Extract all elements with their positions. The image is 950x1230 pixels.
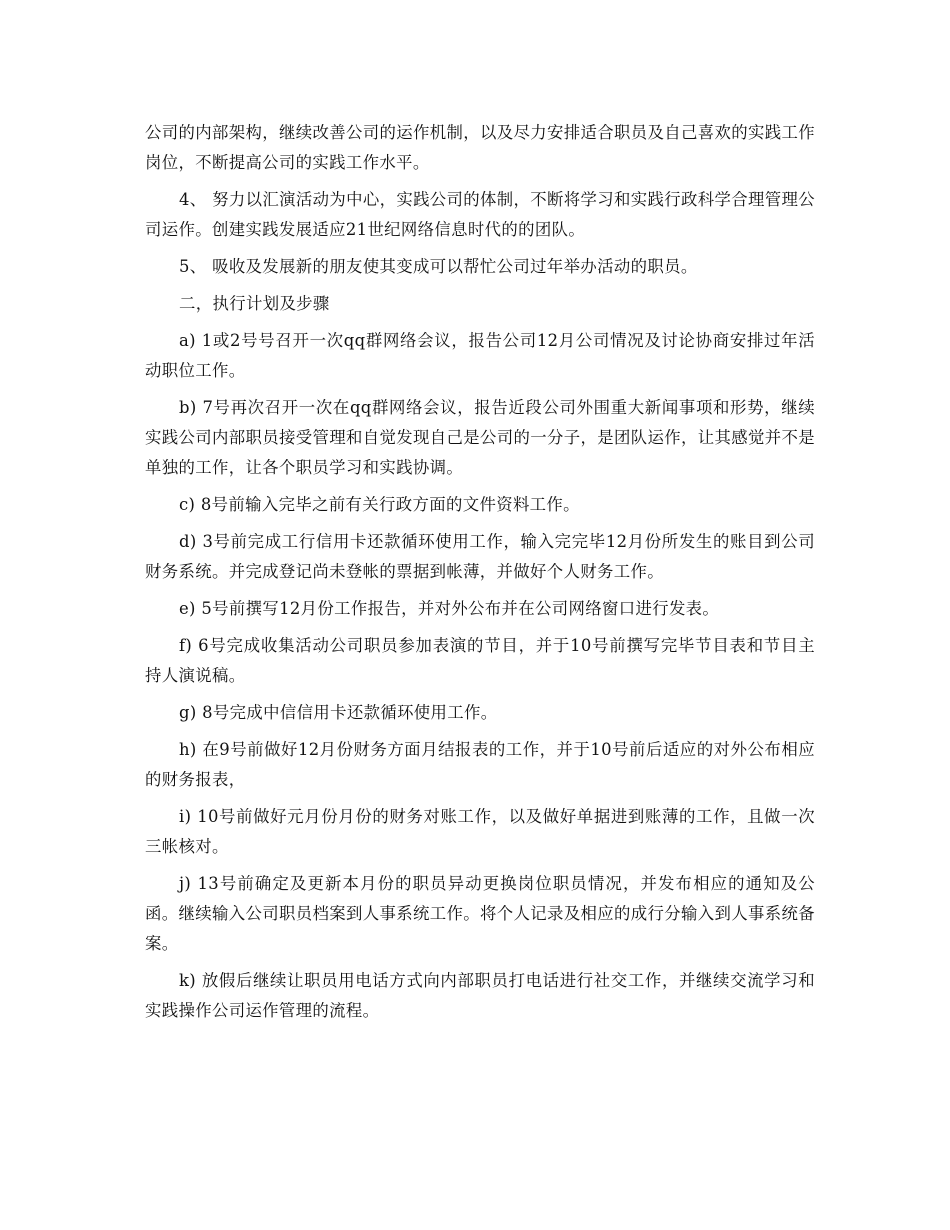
step-i: i) 10号前做好元月份月份的财务对账工作，以及做好单据进到账薄的工作，且做一次三帐核对。 bbox=[145, 807, 815, 856]
step-d: d) 3号前完成工行信用卡还款循环使用工作，输入完完毕12月份所发生的账目到公司财务系统。并完成登记尚未登帐的票据到帐薄，并做好个人财务工作。 bbox=[145, 532, 815, 581]
step-f: f) 6号完成收集活动公司职员参加表演的节目，并于10号前撰写完毕节目表和节目主持人演说稿。 bbox=[145, 636, 815, 685]
document-body bbox=[145, 118, 815, 1026]
paragraph-item-4: 4、 努力以汇演活动为中心，实践公司的体制，不断将学习和实践行政科学合理管理公司运作。创建实践发展适应21世纪网络信息时代的的团队。 bbox=[145, 190, 815, 239]
step-a: a) 1或2号号召开一次qq群网络会议，报告公司12月公司情况及讨论协商安排过年活动职位工作。 bbox=[145, 331, 815, 380]
step-c: c) 8号前输入完毕之前有关行政方面的文件资料工作。 bbox=[179, 495, 580, 514]
step-h: h) 在9号前做好12月份财务方面月结报表的工作，并于10号前后适应的对外公布相应的财务报表， bbox=[145, 740, 815, 789]
section-heading: 二，执行计划及步骤 bbox=[179, 294, 330, 313]
step-k: k) 放假后继续让职员用电话方式向内部职员打电话进行社交工作，并继续交流学习和实践操作公司运作管理的流程。 bbox=[145, 971, 815, 1020]
paragraph-item-5: 5、 吸收及发展新的朋友使其变成可以帮忙公司过年举办活动的职员。 bbox=[179, 257, 698, 276]
step-j: j) 13号前确定及更新本月份的职员异动更换岗位职员情况，并发布相应的通知及公函。继续输入公司职员档案到人事系统工作。将个人记录及相应的成行分输入到人事系统备案。 bbox=[145, 874, 815, 953]
step-e: e) 5号前撰写12月份工作报告，并对外公布并在公司网络窗口进行发表。 bbox=[179, 599, 720, 618]
step-g: g) 8号完成中信信用卡还款循环使用工作。 bbox=[179, 703, 498, 722]
step-b: b) 7号再次召开一次在qq群网络会议，报告近段公司外围重大新闻事项和形势，继续实践公司内部职员接受管理和自觉发现自己是公司的一分子，是团队运作，让其感觉并不是单独的工作，让各个职员学习和实践协调。 bbox=[145, 398, 815, 477]
paragraph-continuation: 公司的内部架构，继续改善公司的运作机制，以及尽力安排适合职员及自己喜欢的实践工作岗位，不断提高公司的实践工作水平。 bbox=[145, 123, 815, 172]
